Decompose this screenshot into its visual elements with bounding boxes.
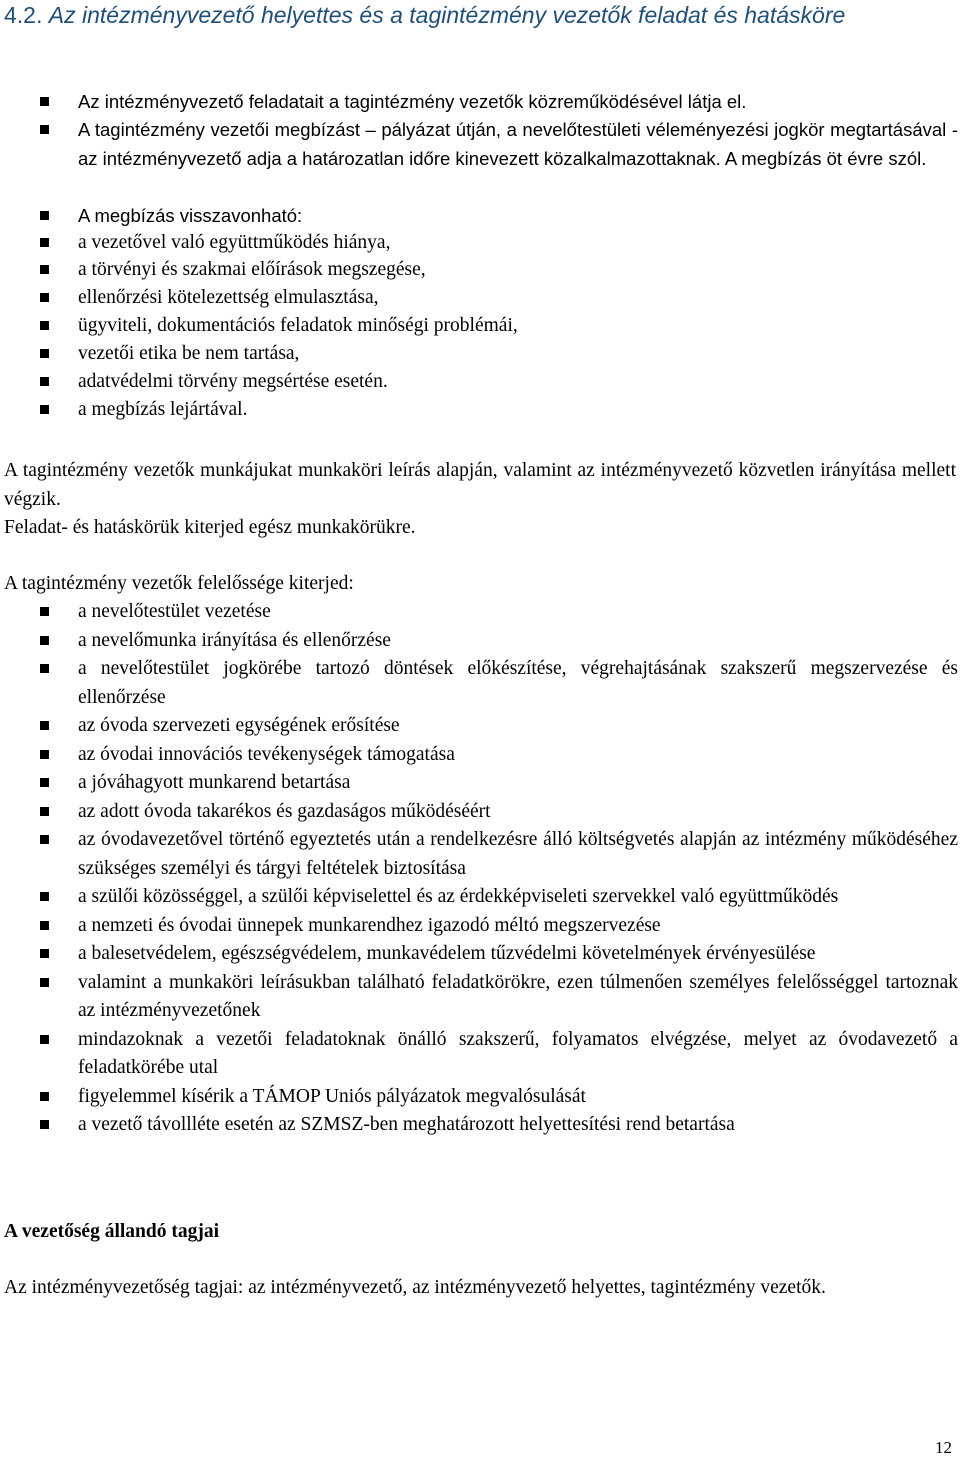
square-bullet-icon xyxy=(40,892,49,901)
list-item: az adott óvoda takarékos és gazdaságos működéséért xyxy=(0,798,960,827)
square-bullet-icon xyxy=(40,721,49,730)
list-item: a szülői közösséggel, a szülői képviselettel és az érdekképviseleti szervekkel való együttműködés xyxy=(0,883,960,912)
square-bullet-icon xyxy=(40,1120,49,1129)
list-item: figyelemmel kísérik a TÁMOP Uniós pályázatok megvalósulását xyxy=(0,1083,960,1112)
list-item: az óvodai innovációs tevékenységek támogatása xyxy=(0,741,960,770)
list-item: a megbízás lejártával. xyxy=(0,396,960,424)
list-item: A tagintézmény vezetői megbízást – pályázat útján, a nevelőtestületi véleményezési jogkör megtartásával - az intézményvezető adja a határozatlan időre kinevezett közalkalmazottaknak. A megbízás öt évre szól. xyxy=(0,116,960,202)
square-bullet-icon xyxy=(40,377,49,386)
list-item: a nevelőmunka irányítása és ellenőrzése xyxy=(0,627,960,656)
list-item: mindazoknak a vezetői feladatoknak önálló szakszerű, folyamatos elvégzése, melyet az óvodavezető a feladatkörébe utal xyxy=(0,1026,960,1083)
square-bullet-icon xyxy=(40,807,49,816)
list-item: az óvodavezetővel történő egyeztetés után a rendelkezésre álló költségvetés alapján az intézmény működéséhez szükséges személyi és tárgyi feltételek biztosítása xyxy=(0,826,960,883)
leadership-paragraph: Az intézményvezetőség tagjai: az intézményvezető, az intézményvezető helyettes, tagintézmény vezetők. xyxy=(4,1277,826,1298)
list-item: az óvoda szervezeti egységének erősítése xyxy=(0,712,960,741)
list-item: ügyviteli, dokumentációs feladatok minőségi problémái, xyxy=(0,312,960,340)
list-item: a balesetvédelem, egészségvédelem, munkavédelem tűzvédelmi követelmények érvényesülése xyxy=(0,940,960,969)
square-bullet-icon xyxy=(40,265,49,274)
square-bullet-icon xyxy=(40,321,49,330)
list-item: adatvédelmi törvény megsértése esetén. xyxy=(0,368,960,396)
list-item: a nevelőtestület vezetése xyxy=(0,598,960,627)
square-bullet-icon xyxy=(40,664,49,673)
square-bullet-icon xyxy=(40,293,49,302)
square-bullet-icon xyxy=(40,1035,49,1044)
square-bullet-icon xyxy=(40,921,49,930)
square-bullet-icon xyxy=(40,125,49,134)
square-bullet-icon xyxy=(40,750,49,759)
responsibility-intro: A tagintézmény vezetők felelőssége kiterjed: xyxy=(4,573,354,594)
square-bullet-icon xyxy=(40,1092,49,1101)
leadership-heading: A vezetőség állandó tagjai xyxy=(4,1221,220,1242)
mandate-list xyxy=(0,88,960,424)
list-item: ellenőrzési kötelezettség elmulasztása, xyxy=(0,284,960,312)
square-bullet-icon xyxy=(40,97,49,106)
square-bullet-icon xyxy=(40,211,49,220)
page-number: 12 xyxy=(935,1438,952,1457)
list-item: a vezetővel való együttműködés hiánya, xyxy=(0,229,960,256)
list-item: vezetői etika be nem tartása, xyxy=(0,340,960,368)
section-title: Az intézményvezető helyettes és a tagintézmény vezetők feladat és hatásköre xyxy=(48,2,846,28)
square-bullet-icon xyxy=(40,978,49,987)
section-number: 4.2. xyxy=(4,2,43,28)
list-item: a nevelőtestület jogkörébe tartozó döntések előkészítése, végrehajtásának szakszerű megszervezése és ellenőrzése xyxy=(0,655,960,712)
square-bullet-icon xyxy=(40,778,49,787)
list-item: a törvényi és szakmai előírások megszegése, xyxy=(0,256,960,284)
square-bullet-icon xyxy=(40,405,49,414)
square-bullet-icon xyxy=(40,349,49,358)
square-bullet-icon xyxy=(40,949,49,958)
list-item: A megbízás visszavonható: xyxy=(0,202,960,229)
square-bullet-icon xyxy=(40,607,49,616)
list-item: valamint a munkaköri leírásukban található feladatkörökre, ezen túlmenően személyes felelősséggel tartoznak az intézményvezetőnek xyxy=(0,969,960,1026)
square-bullet-icon xyxy=(40,636,49,645)
list-item: a jóváhagyott munkarend betartása xyxy=(0,769,960,798)
square-bullet-icon xyxy=(40,238,49,247)
list-item: Az intézményvezető feladatait a tagintézmény vezetők közreműködésével látja el. xyxy=(0,88,960,116)
work-description-paragraph: A tagintézmény vezetők munkájukat munkaköri leírás alapján, valamint az intézményvezető közvetlen irányítása mellett végzik. Feladat- és hatáskörük kiterjed egész munkakörükre. xyxy=(4,460,956,538)
square-bullet-icon xyxy=(40,835,49,844)
list-item: a nemzeti és óvodai ünnepek munkarendhez igazodó méltó megszervezése xyxy=(0,912,960,941)
section-heading xyxy=(4,0,944,31)
list-item: a vezető távollléte esetén az SZMSZ-ben meghatározott helyettesítési rend betartása xyxy=(0,1111,960,1140)
responsibility-list xyxy=(0,598,960,1140)
